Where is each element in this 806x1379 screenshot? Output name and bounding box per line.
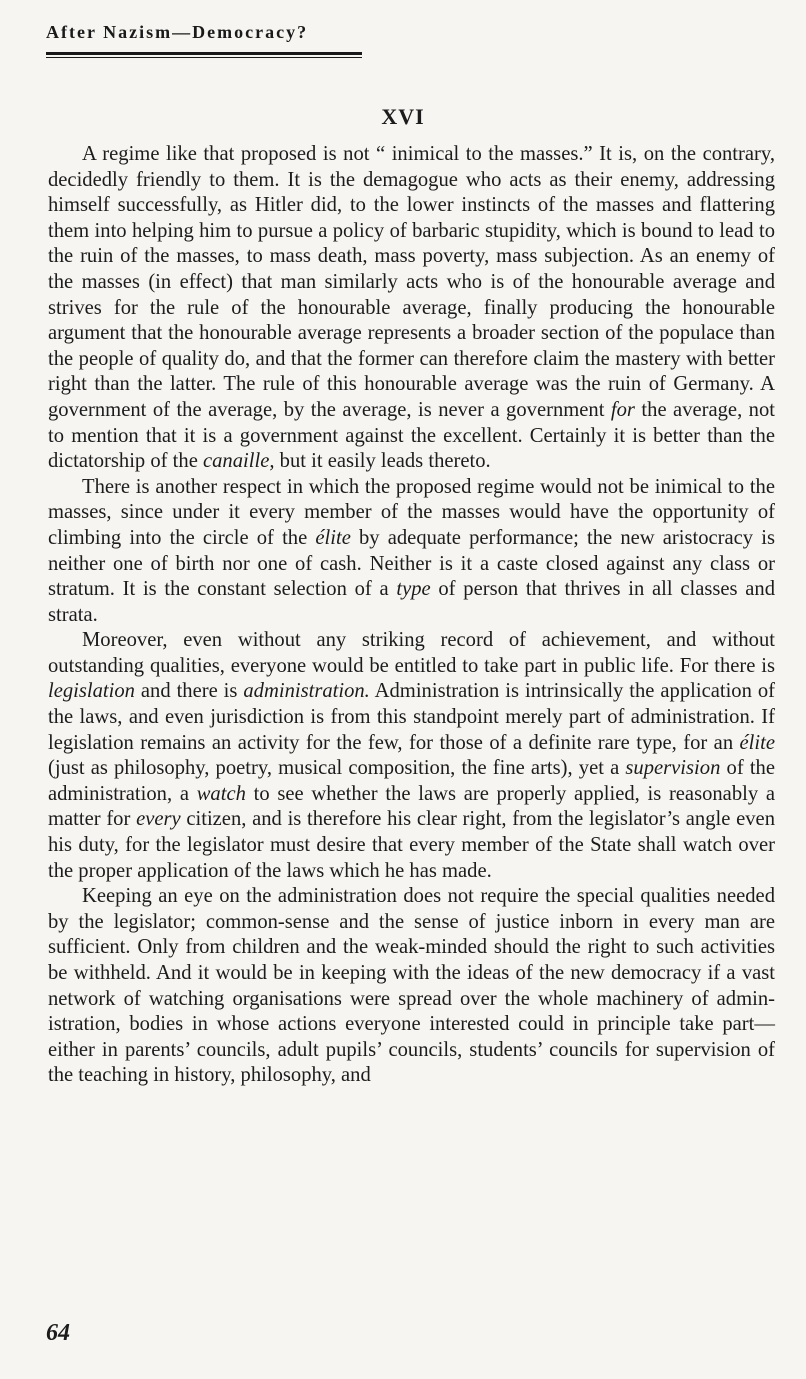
italic-text: supervision	[625, 757, 721, 780]
text-run: Moreover, even without any striking record of achievement, and without outstanding qualities, everyone would be entitled to take part in public life. For there is	[48, 629, 775, 677]
italic-text: élite	[739, 731, 775, 754]
text-run: citizen, and is therefore his clear right, from the legislator’s angle even his duty, for the legislator must desire that every member of the State shall watch over the proper application of the laws which he has made.	[48, 808, 775, 882]
text-run: the average, not to mention that it is a government against the excellent. Certainly it is better than the dictatorship of the	[48, 398, 775, 473]
text-run: of person that thrives in all classes and strata.	[48, 578, 775, 626]
paragraph	[48, 628, 775, 884]
header-rule-thin	[46, 57, 362, 58]
text-run: of the administration, a	[48, 757, 775, 805]
text-run: and there is	[134, 680, 244, 703]
text-run: There is another respect in which the proposed regime would not be inimical to the masses, since under it every member of the masses would have the opportunity of climbing into the circle of the	[48, 475, 775, 549]
italic-text: canaille,	[203, 450, 275, 473]
text-run: Keeping an eye on the administration does not require the special qualities needed by the legislator; common-sense and the sense of justice inborn in every man are sufficient. Only from children and the weak-minded should the right to such activities be withheld. And it would be in keeping with the ideas of the new democracy if a vast network of watching organisations were spread over the whole machinery of admin-istration, bodies in whose actions everyone interested could in principle take part—either in parents’ councils, adult pupils’ councils, students’ councils for supervision of the teaching in history, philosophy, and	[48, 885, 775, 1087]
text-run: Administration is intrinsically the application of the laws, and even jurisdiction is from this standpoint merely part of administration. If legislation remains an activity for the few, for those of a definite rare type, for an	[48, 680, 775, 754]
text-run: by adequate performance; the new aristocracy is neither one of birth nor one of cash. Neither is it a caste closed against any class or stratum. It is the constant selection of a	[48, 526, 776, 601]
paragraph	[48, 884, 775, 1089]
italic-text: legislation	[48, 680, 135, 703]
header-rule	[46, 52, 362, 55]
italic-text: for	[610, 398, 635, 421]
italic-text: every	[136, 808, 181, 831]
italic-text: watch	[196, 782, 246, 805]
italic-text: type	[396, 578, 431, 601]
paragraph	[48, 475, 775, 629]
text-run: to see whether the laws are properly applied, is reasonably a matter for	[48, 782, 775, 831]
body-text	[48, 142, 775, 1089]
italic-text: élite	[315, 526, 351, 549]
text-run: A regime like that proposed is not “ inimical to the masses.” It is, on the contrary, decidedly friendly to them. It is the demagogue who acts as their enemy, addressing himself successfully, as Hitler did, to the lower instincts of the masses and flattering them into helping him to pursue a policy of barbaric stupidity, which is bound to lead to the ruin of the masses, to mass death, mass poverty, mass subjection. As an enemy of the masses (in effect) that man similarly acts who is of the honourable average and strives for the rule of the honourable average, finally producing the honourable argument that the honourable average represents a broader section of the populace than the people of quality do, and that the former can therefore claim the mastery with better right than the latter. The rule of this honourable average was the ruin of Germany. A government of the average, by the average, is never a government	[48, 143, 775, 421]
paragraph	[48, 142, 775, 475]
text-run: but it easily leads thereto.	[274, 450, 491, 473]
page-number: 64	[46, 1320, 70, 1346]
running-head: After Nazism—Democracy?	[46, 22, 309, 42]
chapter-number: XVI	[381, 104, 425, 129]
text-run: (just as philosophy, poetry, musical composition, the fine arts), yet a	[48, 757, 626, 780]
italic-text: administration.	[243, 680, 370, 703]
